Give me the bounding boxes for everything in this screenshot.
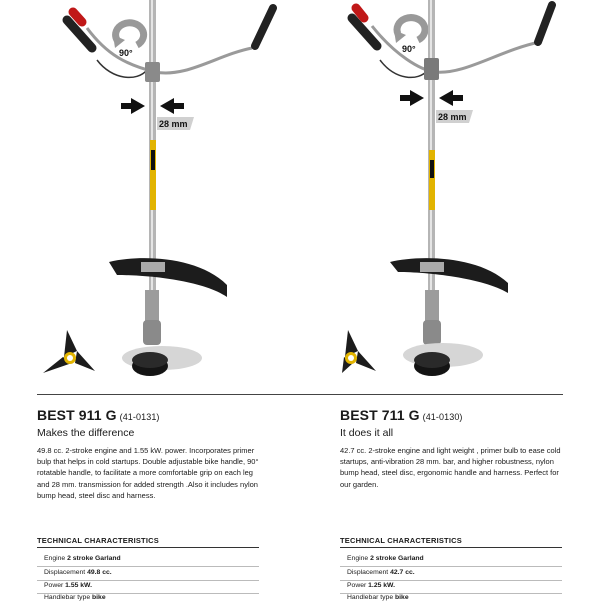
- diameter-label: 28 mm: [438, 112, 467, 122]
- right-grip: [538, 5, 552, 42]
- product-title: [37, 407, 160, 423]
- product-photo: [340, 0, 600, 392]
- spec-label: Handlebar type: [347, 594, 394, 601]
- blade-guard: [109, 258, 227, 297]
- spec-divider: [37, 580, 259, 581]
- product-tagline: Makes the difference: [37, 427, 135, 439]
- product-tagline: It does it all: [340, 427, 394, 439]
- product-description: 49.8 cc. 2-stroke engine and 1.55 kW. power. Incorporates primer bulp that helps in cold startups. Double adjustable bike handle, 90° rotatable handle, to facilitate a more comfortable grip on each leg and 28 mm. transmission for added strength .Also it includes nylon bump head, steel disc and harness.: [37, 446, 259, 500]
- spec-label: Displacement: [347, 569, 389, 576]
- angle-label: 90°: [402, 44, 416, 54]
- spec-label: Engine: [44, 555, 66, 562]
- angle-label: 90°: [119, 48, 133, 58]
- product-title: [340, 407, 463, 423]
- brushcutter-illustration: [340, 0, 600, 392]
- tech-rule: [37, 547, 259, 548]
- spec-label: Handlebar type: [44, 594, 91, 601]
- steel-disc-blade: [342, 330, 376, 373]
- spec-divider: [340, 580, 562, 581]
- product-description: 42.7 cc. 2-stroke engine and light weight , primer bulb to ease cold startups, anti-vibration 28 mm. bar, and higher robustness, nylon bump head, steel disc, ergonomic handle and harness. Perfect for our garden.: [340, 446, 561, 489]
- spec-divider: [340, 566, 562, 567]
- spec-label: Power: [347, 582, 367, 589]
- rotate-arrow-icon: [394, 18, 425, 43]
- blade-guard: [390, 258, 508, 293]
- spec-value: 1.55 kW.: [65, 582, 92, 589]
- brand-stripe: [429, 150, 435, 210]
- tech-title: TECHNICAL CHARACTERISTICS: [340, 536, 462, 545]
- brushcutter-illustration: [37, 0, 299, 392]
- spec-label: Displacement: [44, 569, 86, 576]
- spec-divider: [37, 566, 259, 567]
- tech-title: TECHNICAL CHARACTERISTICS: [37, 536, 159, 545]
- diameter-label: 28 mm: [159, 119, 188, 129]
- section-divider: [37, 394, 563, 395]
- steel-disc-blade: [43, 330, 95, 373]
- model-name: BEST 711 G: [340, 407, 420, 423]
- right-grip: [255, 8, 273, 46]
- spec-value: 42.7 cc.: [390, 569, 415, 576]
- spec-value: bike: [395, 594, 409, 601]
- spec-label: Engine: [347, 555, 369, 562]
- spec-value: 1.25 kW.: [368, 582, 395, 589]
- tech-rule: [340, 547, 562, 548]
- model-code: (41-0130): [422, 412, 463, 422]
- spec-value: 2 stroke Garland: [370, 555, 424, 562]
- spec-value: 2 stroke Garland: [67, 555, 121, 562]
- model-code: (41-0131): [119, 412, 160, 422]
- product-photo: [37, 0, 299, 392]
- model-name: BEST 911 G: [37, 407, 117, 423]
- spec-value: bike: [92, 594, 106, 601]
- rotate-arrow-icon: [113, 23, 144, 48]
- spec-value: 49.8 cc.: [87, 569, 112, 576]
- spec-label: Power: [44, 582, 64, 589]
